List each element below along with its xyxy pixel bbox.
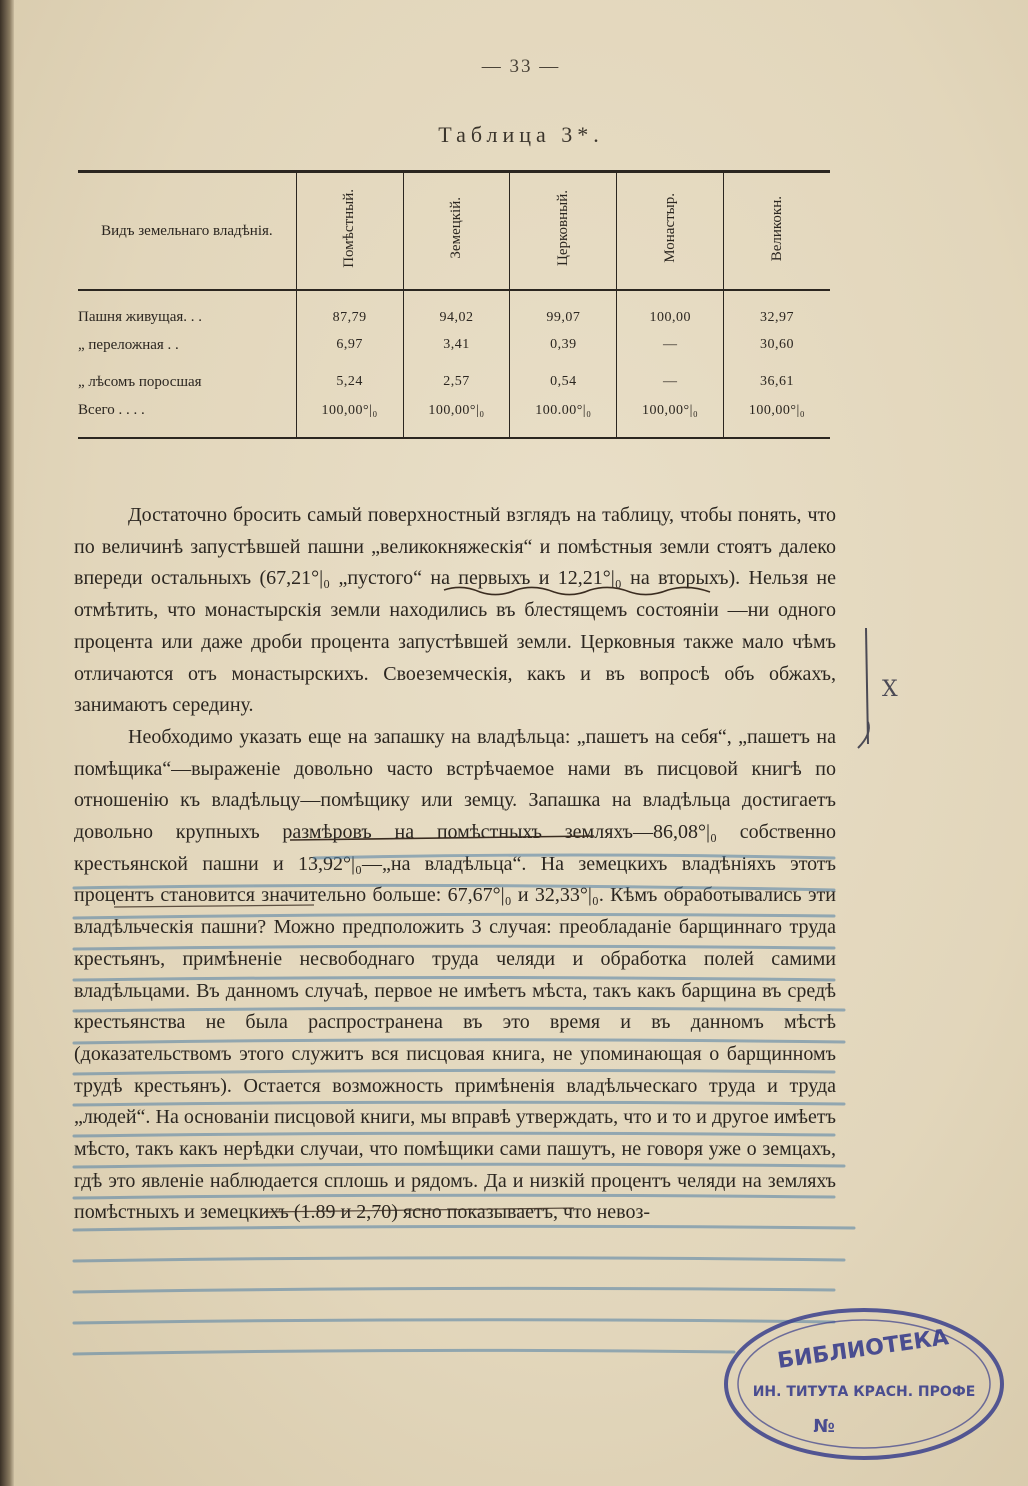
- header-col-monastyr: Монастыр.: [617, 172, 724, 290]
- paragraph: Необходимо указать еще на запашку на владѣльца: „пашетъ на себя“, „пашетъ на помѣщика“—выраженіе довольно часто встрѣчаемое нами въ писцовой книгѣ по отношенію къ владѣльцу—помѣщику или земцу. Запашка на владѣльца достигаетъ довольно крупныхъ размѣровъ на помѣстныхъ земляхъ—86,08°|₀ собственно крестьянской пашни и 13,92°|₀—„на владѣльца“. На земецкихъ владѣніяхъ этотъ процентъ становится значительно больше: 67,67°|₀ и 32,33°|₀. Кѣмъ обработывались эти владѣльческія пашни? Можно предположить 3 случая: преобладаніе барщиннаго труда крестьянъ, примѣненіе несвободнаго труда челяди и обработка полей самими владѣльцами. Въ данномъ случаѣ, первое не имѣетъ мѣста, такъ какъ барщина въ средѣ крестьянства не была распространена въ это время и въ данномъ мѣстѣ (доказательствомъ этого служитъ вся писцовая книга, не упоминающая о барщинномъ трудѣ крестьянъ). Остается возможность примѣненія владѣльческаго труда и труда „людей“. На основаніи писцовой книги, мы вправѣ утверждать, что и то и другое имѣетъ мѣсто, такъ какъ нерѣдки случаи, что помѣщики сами пашутъ, не говоря уже о земцахъ, гдѣ это явленіе наблюдается сплошь и рядомъ. Да и низкій процентъ челяди на земляхъ помѣстныхъ и земецкихъ (1.89 и 2,70) ясно показываетъ, что невоз-: [74, 725, 836, 1224]
- table-cell: —: [617, 364, 724, 401]
- stamp-line1: БИБЛИОТЕКА: [775, 1325, 951, 1374]
- table-cell: 94,02: [403, 290, 510, 327]
- row-label: „ лѣсомъ поросшая: [78, 373, 202, 390]
- row-label: Всего . . . .: [78, 401, 296, 438]
- row-label: „ переложная . .: [78, 336, 179, 353]
- stamp-line3: №: [813, 1416, 835, 1437]
- table-title: Таблица 3*.: [438, 122, 604, 147]
- header-col-tserkovny: Церковный.: [510, 172, 617, 290]
- table-cell: 100,00°|₀: [403, 401, 510, 438]
- book-page: [14, 0, 1028, 1486]
- stamp-line2: ИН. ТИТУТА КРАСН. ПРОФЕ: [752, 1384, 976, 1400]
- table-cell: 87,79: [296, 290, 403, 327]
- table-cell: 100,00°|₀: [296, 401, 403, 438]
- table-cell: 100,00: [617, 290, 724, 327]
- table-cell: 100.00°|₀: [510, 401, 617, 438]
- table-cell: 2,57: [403, 364, 510, 401]
- header-col-velikokn: Великокн.: [724, 172, 830, 290]
- header-col-zemetsky: Земецкій.: [403, 172, 510, 290]
- table-cell: 0,54: [510, 364, 617, 401]
- table-cell: —: [617, 327, 724, 364]
- table-cell: 0,39: [510, 327, 617, 364]
- table-cell: 6,97: [296, 327, 403, 364]
- table-cell: 100,00°|₀: [724, 401, 830, 438]
- table-cell: 30,60: [724, 327, 830, 364]
- table-cell: 36,61: [724, 364, 830, 401]
- table-cell: 32,97: [724, 290, 830, 327]
- page-number: — 33 —: [481, 56, 561, 77]
- table-cell: 100,00°|₀: [617, 401, 724, 438]
- table-cell: 3,41: [403, 327, 510, 364]
- table-cell: 99,07: [510, 290, 617, 327]
- book-binding-edge: [0, 0, 14, 1486]
- margin-pencil-mark: [854, 624, 914, 754]
- paragraph: Достаточно бросить самый поверхностный взглядъ на таблицу, чтобы понять, что по величинѣ запустѣвшей пашни „великокняжескія“ и помѣстныя земли стоятъ далеко впереди остальныхъ (67,21°|₀ „пустого“ на первыхъ и 12,21°|₀ на вторыхъ). Нельзя не отмѣтить, что монастырскія земли находились въ блестящемъ состояніи —ни одного процента или даже дроби процента запустѣвшей земли. Церковныя также мало чѣмъ отличаются отъ монастырскихъ. Своеземческія, какъ и въ вопросѣ объ обжахъ, занимаютъ середину.: [74, 504, 836, 717]
- header-col-pomestny: Помѣстный.: [296, 172, 403, 290]
- library-stamp: [714, 1300, 1014, 1468]
- header-land-type: Видъ земельнаго владѣнія.: [78, 172, 296, 290]
- margin-x: X: [882, 677, 898, 702]
- table-cell: 5,24: [296, 364, 403, 401]
- row-label: Пашня живущая. . .: [78, 309, 203, 325]
